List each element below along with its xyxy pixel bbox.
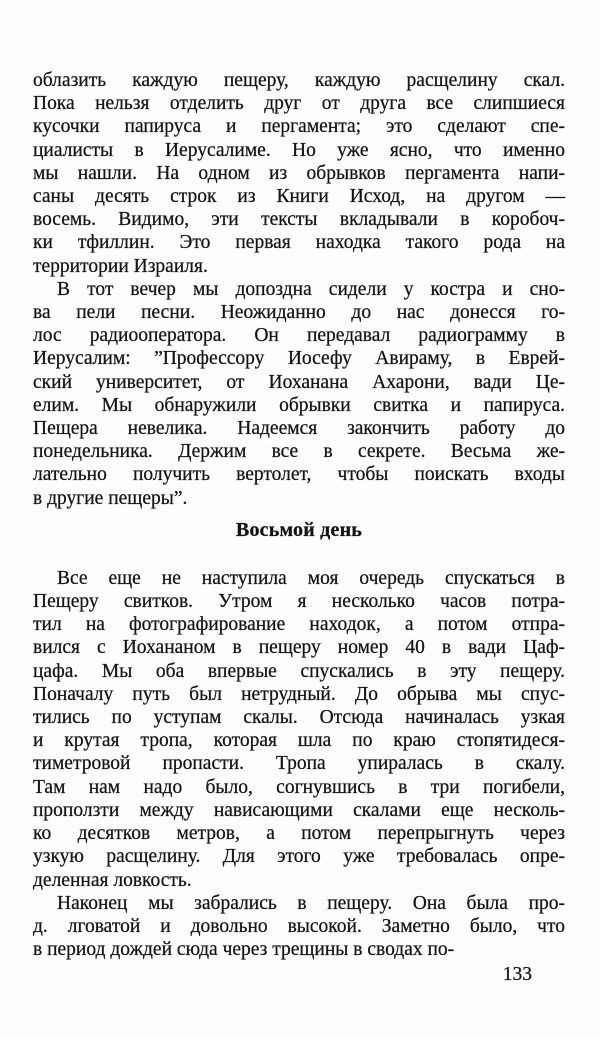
text-line: кусочки папируса и пергамента; это сделают спе- [33, 116, 565, 138]
paragraph [33, 69, 565, 278]
text-line: Пещеру свитков. Утром я несколько часов потра- [33, 591, 565, 613]
text-line: вился с Иохананом в пещеру номер 40 в вади Цаф- [33, 637, 565, 659]
paragraph [33, 278, 565, 510]
text-line: Наконец мы забрались в пещеру. Она была про- [57, 892, 565, 914]
text-line: тил на фотографирование находок, а потом отпра- [33, 614, 565, 636]
text-line: территории Израиля. [33, 255, 208, 277]
text-line: Все еще не наступила моя очередь спускаться в [57, 567, 565, 589]
page-number: 133 [502, 964, 532, 985]
section-heading: Восьмой день [235, 518, 363, 541]
text-line: Пока нельзя отделить друг от друга все слипшиеся [33, 93, 565, 115]
text-line: тились по уступам скалы. Отсюда начиналась узкая [33, 707, 565, 729]
text-line: Пещера невелика. Надеемся закончить работу до [33, 418, 565, 440]
text-line: д. лговатой и довольно высокой. Заметно было, что [33, 915, 565, 937]
text-line: Поначалу путь был нетрудный. До обрыва мы спус- [33, 683, 565, 705]
text-line: ский университет, от Иоханана Ахарони, вади Це- [33, 371, 565, 393]
text-line: понедельника. Держим все в секрете. Весьма же- [33, 441, 565, 463]
text-line: тиметровой пропасти. Тропа упиралась в скалу. [33, 753, 565, 775]
text-line: в период дождей сюда через трещины в сводах по- [33, 939, 455, 961]
text-line: саны десять строк из Книги Исход, на другом — [33, 186, 565, 208]
text-line: Иерусалим: ”Профессору Иосефу Авираму, в Еврей- [33, 348, 565, 370]
text-line: и крутая тропа, которая шла по краю стопятидеся- [33, 730, 565, 752]
text-line: облазить каждую пещеру, каждую расщелину скал. [33, 70, 565, 91]
text-line: циалисты в Иерусалиме. Но уже ясно, что именно [33, 139, 565, 161]
text-line: узкую расщелину. Для этого уже требовалась опре- [33, 846, 565, 868]
text-line: деленная ловкость. [33, 869, 192, 891]
text-line: В тот вечер мы допоздна сидели у костра и сно- [57, 278, 565, 300]
text-line: лательно получить вертолет, чтобы поискать входы [33, 464, 565, 486]
text-line: Там нам надо было, согнувшись в три погибели, [33, 776, 565, 798]
text-line: ки тфиллин. Это первая находка такого рода на [33, 232, 565, 254]
text-line: в другие пещеры”. [33, 487, 188, 509]
paragraph [33, 892, 565, 962]
text-line: елим. Мы обнаружили обрывки свитка и папируса. [33, 394, 565, 416]
text-line: лос радиооператора. Он передавал радиограмму в [33, 325, 565, 347]
text-line: ва пели песни. Неожиданно до нас донесся го- [33, 302, 565, 324]
text-line: мы нашли. На одном из обрывков пергамента напи- [33, 162, 565, 184]
text-line: проползти между нависающими скалами еще несколь- [33, 799, 565, 821]
text-line: ко десятков метров, а потом перепрыгнуть через [33, 823, 565, 845]
text-line: цафа. Мы оба впервые спускались в эту пещеру. [33, 660, 565, 682]
text-line: восемь. Видимо, эти тексты вкладывали в коробоч- [33, 209, 565, 231]
page-text [33, 69, 565, 961]
paragraph [33, 567, 565, 892]
